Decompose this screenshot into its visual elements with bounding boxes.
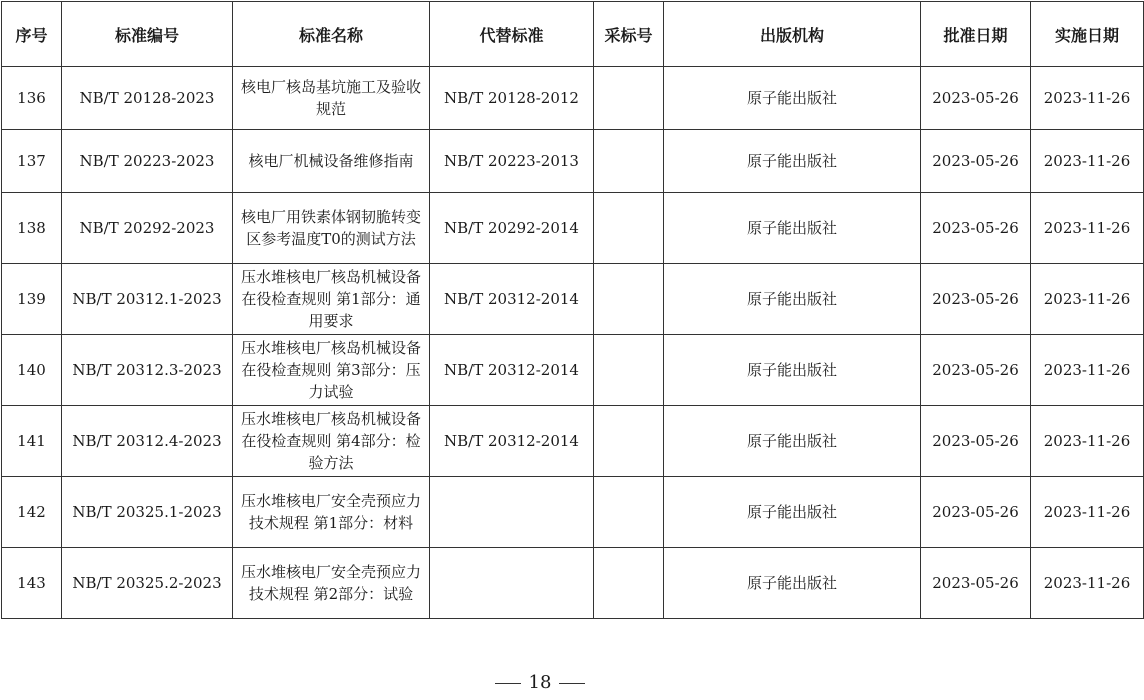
cell-adopt bbox=[594, 193, 664, 264]
cell-publisher: 原子能出版社 bbox=[664, 548, 921, 619]
table-row bbox=[2, 335, 1144, 406]
cell-name: 压水堆核电厂核岛机械设备在役检查规则 第4部分：检验方法 bbox=[233, 406, 430, 477]
cell-effective: 2023-11-26 bbox=[1031, 264, 1144, 335]
cell-publisher: 原子能出版社 bbox=[664, 264, 921, 335]
cell-no: 138 bbox=[2, 193, 62, 264]
standards-table bbox=[1, 1, 1144, 619]
cell-code: NB/T 20312.1-2023 bbox=[62, 264, 233, 335]
cell-name: 压水堆核电厂核岛机械设备在役检查规则 第3部分：压力试验 bbox=[233, 335, 430, 406]
cell-effective: 2023-11-26 bbox=[1031, 548, 1144, 619]
cell-no: 136 bbox=[2, 67, 62, 130]
cell-adopt bbox=[594, 130, 664, 193]
cell-effective: 2023-11-26 bbox=[1031, 477, 1144, 548]
cell-approved: 2023-05-26 bbox=[921, 548, 1031, 619]
cell-code: NB/T 20325.2-2023 bbox=[62, 548, 233, 619]
header-publisher: 出版机构 bbox=[664, 2, 921, 67]
header-name: 标准名称 bbox=[233, 2, 430, 67]
cell-no: 139 bbox=[2, 264, 62, 335]
cell-effective: 2023-11-26 bbox=[1031, 130, 1144, 193]
table-row bbox=[2, 193, 1144, 264]
cell-code: NB/T 20312.3-2023 bbox=[62, 335, 233, 406]
footer-dash-right bbox=[559, 683, 585, 684]
cell-adopt bbox=[594, 264, 664, 335]
cell-replaces bbox=[430, 477, 594, 548]
cell-replaces: NB/T 20312-2014 bbox=[430, 406, 594, 477]
footer-dash-left bbox=[495, 683, 521, 684]
cell-code: NB/T 20312.4-2023 bbox=[62, 406, 233, 477]
cell-code: NB/T 20128-2023 bbox=[62, 67, 233, 130]
cell-approved: 2023-05-26 bbox=[921, 477, 1031, 548]
cell-no: 140 bbox=[2, 335, 62, 406]
cell-publisher: 原子能出版社 bbox=[664, 67, 921, 130]
cell-code: NB/T 20325.1-2023 bbox=[62, 477, 233, 548]
cell-adopt bbox=[594, 548, 664, 619]
table-row bbox=[2, 130, 1144, 193]
header-code: 标准编号 bbox=[62, 2, 233, 67]
table-row bbox=[2, 477, 1144, 548]
header-approved: 批准日期 bbox=[921, 2, 1031, 67]
page-number: 18 bbox=[528, 672, 552, 693]
cell-no: 141 bbox=[2, 406, 62, 477]
table-row bbox=[2, 264, 1144, 335]
table-row bbox=[2, 67, 1144, 130]
cell-adopt bbox=[594, 335, 664, 406]
cell-publisher: 原子能出版社 bbox=[664, 406, 921, 477]
header-effective: 实施日期 bbox=[1031, 2, 1144, 67]
cell-publisher: 原子能出版社 bbox=[664, 335, 921, 406]
cell-replaces: NB/T 20128-2012 bbox=[430, 67, 594, 130]
cell-approved: 2023-05-26 bbox=[921, 67, 1031, 130]
cell-publisher: 原子能出版社 bbox=[664, 130, 921, 193]
cell-effective: 2023-11-26 bbox=[1031, 335, 1144, 406]
cell-adopt bbox=[594, 67, 664, 130]
cell-name: 核电厂核岛基坑施工及验收规范 bbox=[233, 67, 430, 130]
cell-name: 核电厂用铁素体钢韧脆转变区参考温度T0的测试方法 bbox=[233, 193, 430, 264]
cell-adopt bbox=[594, 406, 664, 477]
header-replaces: 代替标准 bbox=[430, 2, 594, 67]
cell-approved: 2023-05-26 bbox=[921, 264, 1031, 335]
cell-name: 压水堆核电厂安全壳预应力技术规程 第2部分：试验 bbox=[233, 548, 430, 619]
cell-approved: 2023-05-26 bbox=[921, 130, 1031, 193]
cell-approved: 2023-05-26 bbox=[921, 335, 1031, 406]
cell-effective: 2023-11-26 bbox=[1031, 67, 1144, 130]
cell-name: 核电厂机械设备维修指南 bbox=[233, 130, 430, 193]
cell-name: 压水堆核电厂核岛机械设备在役检查规则 第1部分：通用要求 bbox=[233, 264, 430, 335]
cell-publisher: 原子能出版社 bbox=[664, 193, 921, 264]
cell-approved: 2023-05-26 bbox=[921, 193, 1031, 264]
cell-code: NB/T 20223-2023 bbox=[62, 130, 233, 193]
cell-no: 137 bbox=[2, 130, 62, 193]
cell-replaces: NB/T 20312-2014 bbox=[430, 264, 594, 335]
cell-replaces: NB/T 20223-2013 bbox=[430, 130, 594, 193]
cell-publisher: 原子能出版社 bbox=[664, 477, 921, 548]
cell-no: 142 bbox=[2, 477, 62, 548]
header-no: 序号 bbox=[2, 2, 62, 67]
cell-approved: 2023-05-26 bbox=[921, 406, 1031, 477]
cell-effective: 2023-11-26 bbox=[1031, 406, 1144, 477]
cell-name: 压水堆核电厂安全壳预应力技术规程 第1部分：材料 bbox=[233, 477, 430, 548]
cell-no: 143 bbox=[2, 548, 62, 619]
cell-replaces: NB/T 20292-2014 bbox=[430, 193, 594, 264]
table-header-row bbox=[2, 2, 1144, 67]
cell-replaces: NB/T 20312-2014 bbox=[430, 335, 594, 406]
table-row bbox=[2, 548, 1144, 619]
header-adopt: 采标号 bbox=[594, 2, 664, 67]
cell-adopt bbox=[594, 477, 664, 548]
cell-code: NB/T 20292-2023 bbox=[62, 193, 233, 264]
cell-replaces bbox=[430, 548, 594, 619]
table-row bbox=[2, 406, 1144, 477]
page-footer bbox=[0, 672, 1080, 693]
cell-effective: 2023-11-26 bbox=[1031, 193, 1144, 264]
